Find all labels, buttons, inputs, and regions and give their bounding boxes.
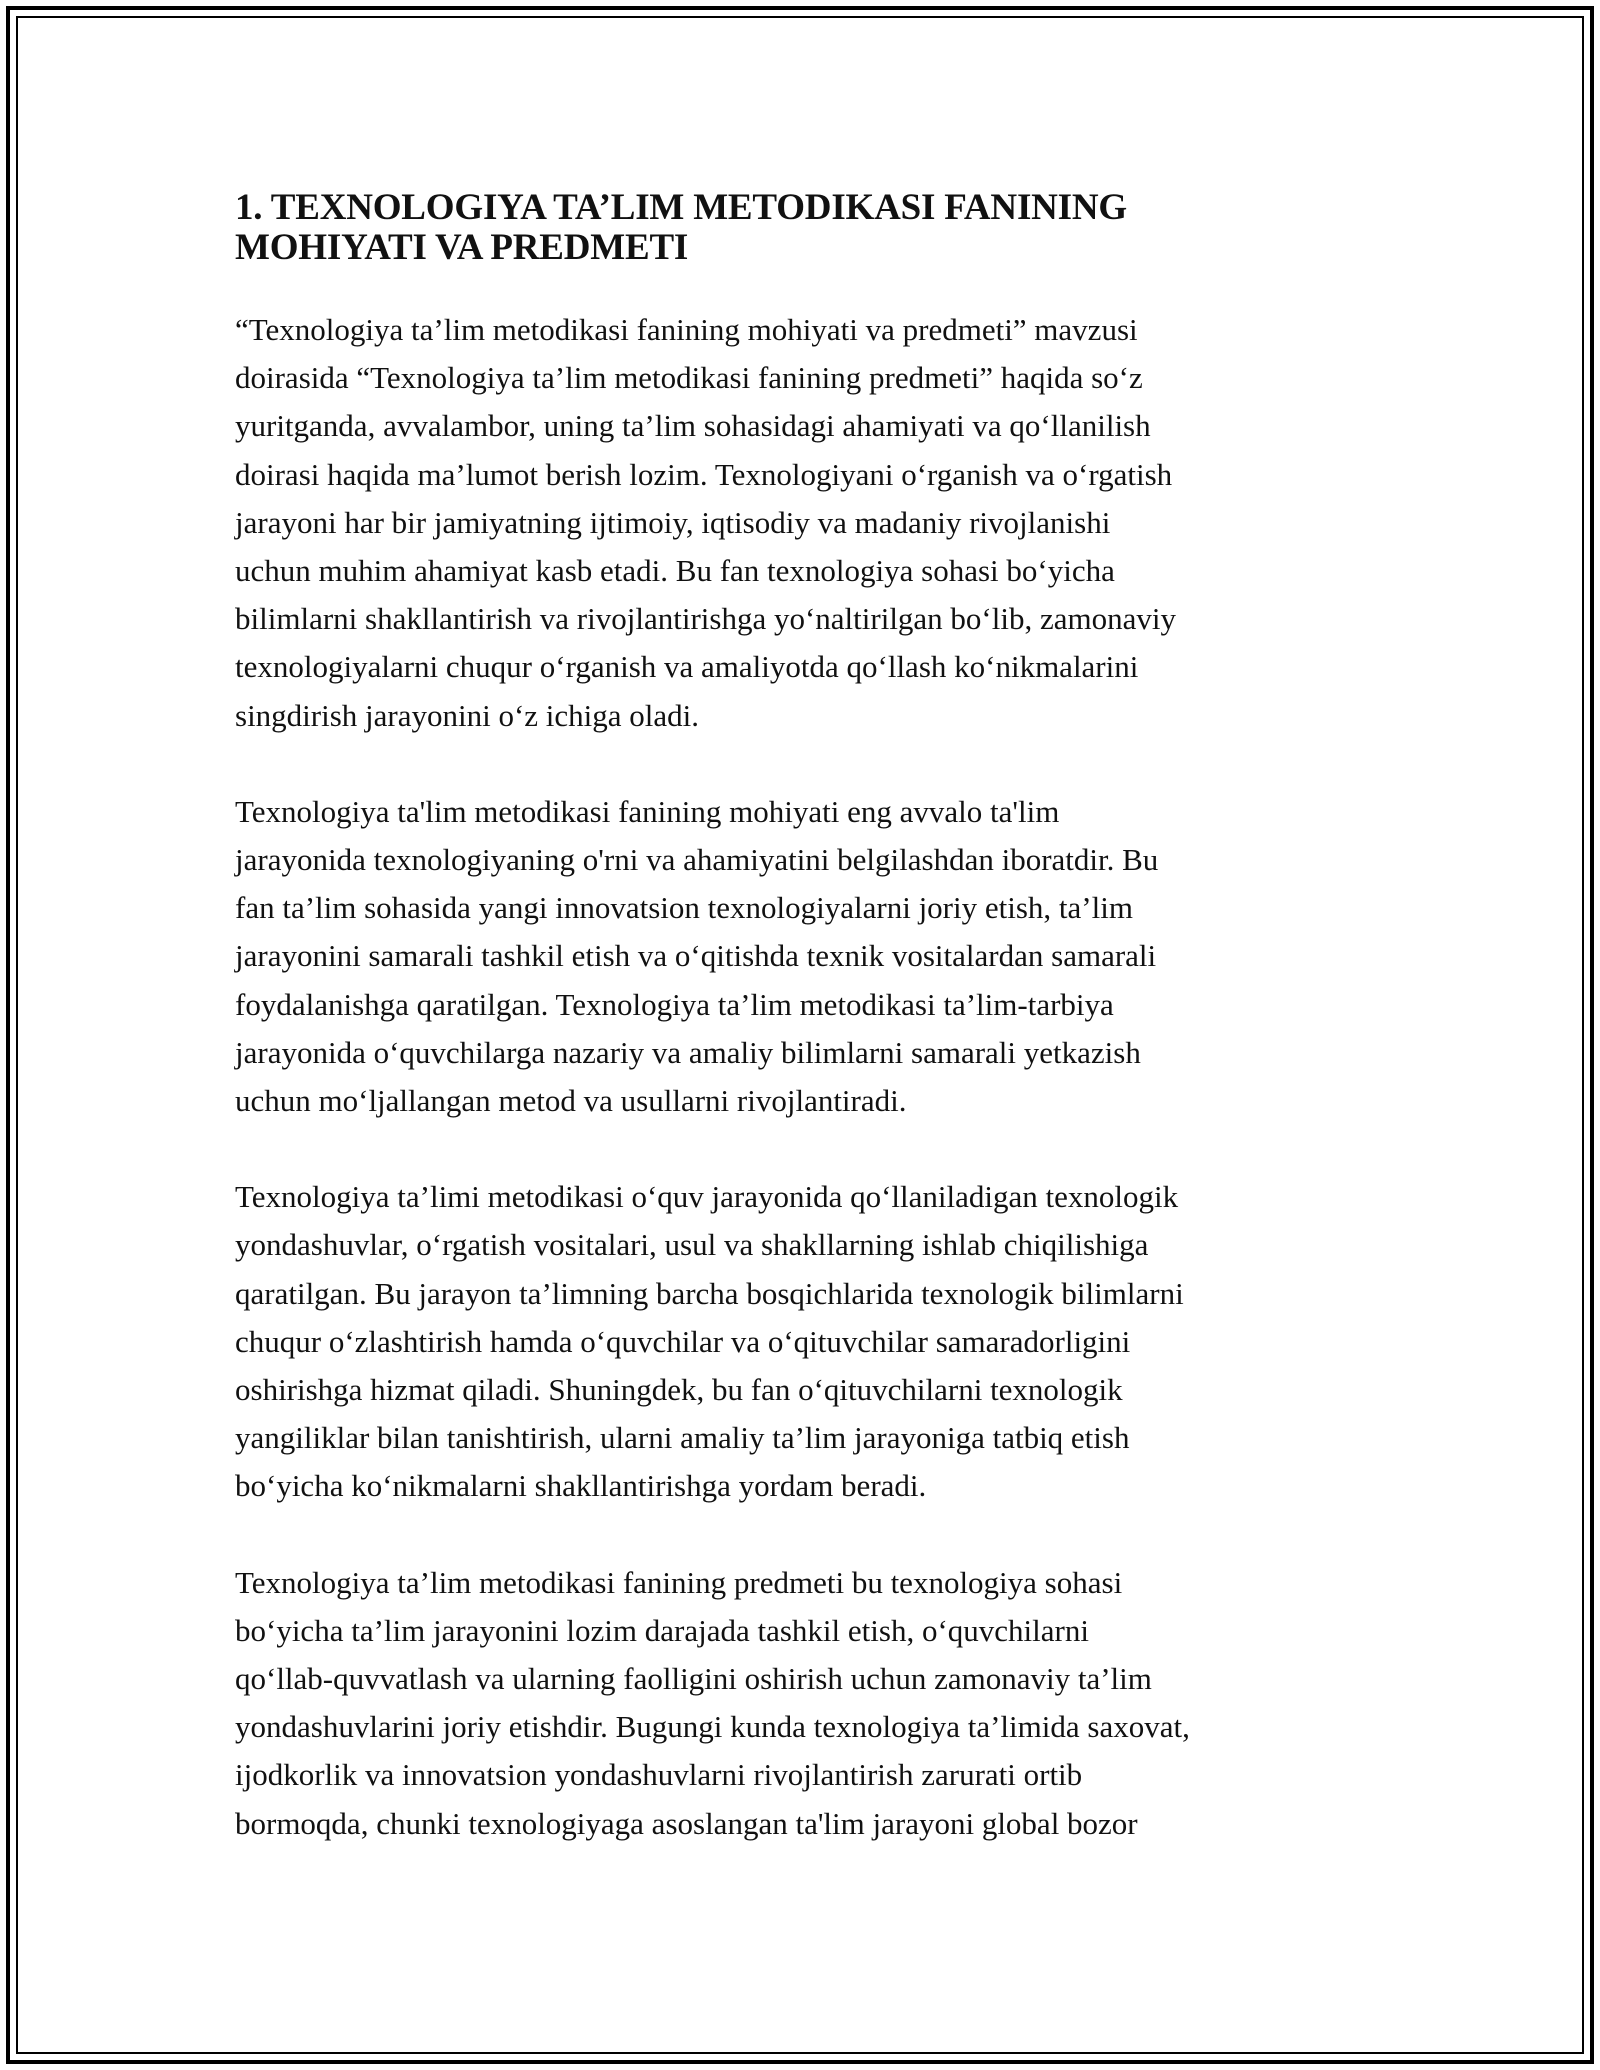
text-line: fan ta’lim sohasida yangi innovatsion texnologiyalarni joriy etish, ta’lim (235, 890, 1133, 926)
section-title-line: MOHIYATI VA PREDMETI (235, 227, 689, 268)
text-line: foydalanishga qaratilgan. Texnologiya ta’lim metodikasi ta’lim-tarbiya (235, 986, 1114, 1022)
text-line: Texnologiya ta’lim metodikasi fanining predmeti bu texnologiya sohasi (235, 1564, 1123, 1600)
text-line: doirasida “Texnologiya ta’lim metodikasi fanining predmeti” haqida so‘z (235, 360, 1143, 396)
text-line: uchun muhim ahamiyat kasb etadi. Bu fan texnologiya sohasi bo‘yicha (235, 553, 1115, 589)
section-title-line: 1. TEXNOLOGIYA TA’LIM METODIKASI FANINING (235, 187, 1127, 228)
text-line: jarayonida o‘quvchilarga nazariy va amaliy bilimlarni samarali yetkazish (235, 1034, 1141, 1070)
text-line: qo‘llab-quvvatlash va ularning faolligini oshirish uchun zamonaviy ta’lim (235, 1661, 1152, 1697)
text-line: qaratilgan. Bu jarayon ta’limning barcha bosqichlarida texnologik bilimlarni (235, 1275, 1184, 1311)
text-line: oshirishga hizmat qiladi. Shuningdek, bu fan o‘qituvchilarni texnologik (235, 1372, 1123, 1408)
text-line: yondashuvlarini joriy etishdir. Bugungi kunda texnologiya ta’limida saxovat, (235, 1709, 1190, 1745)
paragraph-methods (235, 1173, 1375, 1510)
text-line: jarayonini samarali tashkil etish va o‘qitishda texnik vositalardan samarali (235, 938, 1157, 974)
document-body (235, 188, 1375, 1848)
text-line: bilimlarni shakllantirish va rivojlantirishga yo‘naltirilgan bo‘lib, zamonaviy (235, 601, 1176, 637)
text-line: jarayoni har bir jamiyatning ijtimoiy, iqtisodiy va madaniy rivojlanishi (235, 504, 1111, 540)
section-title (235, 188, 1375, 268)
text-line: bo‘yicha ko‘nikmalarni shakllantirishga yordam beradi. (235, 1468, 927, 1504)
text-line: uchun mo‘ljallangan metod va usullarni rivojlantiradi. (235, 1083, 907, 1119)
text-line: ijodkorlik va innovatsion yondashuvlarni rivojlantirish zarurati ortib (235, 1757, 1083, 1793)
text-line: Texnologiya ta'lim metodikasi fanining mohiyati eng avvalo ta'lim (235, 793, 1060, 829)
text-line: doirasi haqida ma’lumot berish lozim. Texnologiyani o‘rganish va o‘rgatish (235, 456, 1173, 492)
text-line: bormoqda, chunki texnologiyaga asoslangan ta'lim jarayoni global bozor (235, 1805, 1138, 1841)
text-line: yondashuvlar, o‘rgatish vositalari, usul va shakllarning ishlab chiqilishiga (235, 1227, 1149, 1263)
paragraph-intro (235, 306, 1375, 740)
text-line: texnologiyalarni chuqur o‘rganish va amaliyotda qo‘llash ko‘nikmalarini (235, 649, 1139, 685)
text-line: chuqur o‘zlashtirish hamda o‘quvchilar va o‘qituvchilar samaradorligini (235, 1323, 1131, 1359)
text-line: singdirish jarayonini o‘z ichiga oladi. (235, 697, 700, 733)
text-line: yangiliklar bilan tanishtirish, ularni amaliy ta’lim jarayoniga tatbiq etish (235, 1420, 1130, 1456)
text-line: jarayonida texnologiyaning o'rni va ahamiyatini belgilashdan iboratdir. Bu (235, 842, 1159, 878)
paragraph-essence (235, 788, 1375, 1125)
text-line: bo‘yicha ta’lim jarayonini lozim darajada tashkil etish, o‘quvchilarni (235, 1612, 1089, 1648)
text-line: “Texnologiya ta’lim metodikasi fanining mohiyati va predmeti” mavzusi (235, 312, 1138, 347)
text-line: Texnologiya ta’limi metodikasi o‘quv jarayonida qo‘llaniladigan texnologik (235, 1179, 1179, 1215)
text-line: yuritganda, avvalambor, uning ta’lim sohasidagi ahamiyati va qo‘llanilish (235, 408, 1151, 444)
paragraph-subject (235, 1559, 1375, 1848)
